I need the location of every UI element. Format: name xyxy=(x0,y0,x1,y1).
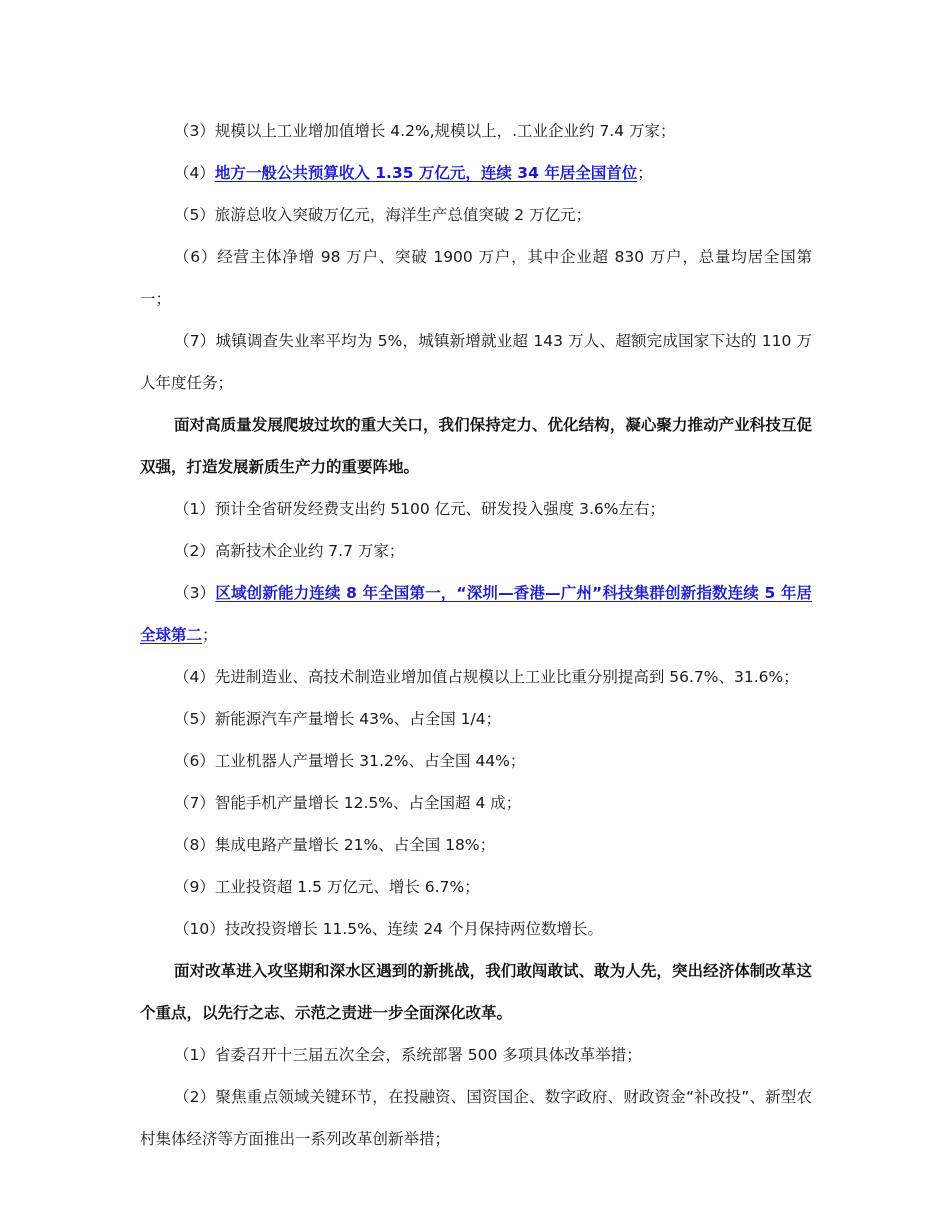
section-heading-reform: 面对改革进入攻坚期和深水区遇到的新挑战，我们敢闯敢试、敢为人先，突出经济体制改革这个重点，以先行之志、示范之责进一步全面深化改革。 xyxy=(140,962,812,1022)
paragraph-employment: （7）城镇调查失业率平均为 5%，城镇新增就业超 143 万人、超额完成国家下达的 110 万人年度任务； xyxy=(140,332,812,392)
list-number: （3） xyxy=(174,584,216,602)
paragraph-market-entities: （6）经营主体净增 98 万户、突破 1900 万户，其中企业超 830 万户，总量均居全国第一； xyxy=(140,248,812,308)
paragraph-tourism: （5）旅游总收入突破万亿元，海洋生产总值突破 2 万亿元； xyxy=(174,206,592,224)
paragraph-smartphones: （7）智能手机产量增长 12.5%、占全国超 4 成； xyxy=(174,794,522,812)
document-body xyxy=(140,110,812,1160)
paragraph-integrated-circuits: （8）集成电路产量增长 21%、占全国 18%； xyxy=(174,836,496,854)
punctuation: ； xyxy=(637,164,653,182)
punctuation: ； xyxy=(202,626,218,644)
paragraph-hightech-firms: （2）高新技术企业约 7.7 万家； xyxy=(174,542,405,560)
paragraph-advanced-manufacturing: （4）先进制造业、高技术制造业增加值占规模以上工业比重分别提高到 56.7%、31.6%； xyxy=(174,668,799,686)
innovation-ranking-link[interactable]: 区域创新能力连续 8 年全国第一，“深圳—香港—广州”科技集群创新指数连续 5 年居全球第二 xyxy=(140,584,812,644)
paragraph-rd-spending: （1）预计全省研发经费支出约 5100 亿元、研发投入强度 3.6%左右； xyxy=(174,500,665,518)
section-heading-industry-tech: 面对高质量发展爬坡过坎的重大关口，我们保持定力、优化结构，凝心聚力推动产业科技互促双强，打造发展新质生产力的重要阵地。 xyxy=(140,416,812,476)
paragraph-industrial-investment: （9）工业投资超 1.5 万亿元、增长 6.7%； xyxy=(174,878,480,896)
paragraph-industry-output: （3）规模以上工业增加值增长 4.2%,规模以上，.工业企业约 7.4 万家； xyxy=(174,122,676,140)
paragraph-reform-measures: （2）聚焦重点领域关键环节，在投融资、国资国企、数字政府、财政资金“补改投”、新型农村集体经济等方面推出一系列改革创新举措； xyxy=(140,1088,812,1148)
paragraph-plenary-session: （1）省委召开十三届五次全会，系统部署 500 多项具体改革举措； xyxy=(174,1046,642,1064)
paragraph-new-energy-vehicles: （5）新能源汽车产量增长 43%、占全国 1/4； xyxy=(174,710,502,728)
paragraph-budget-revenue xyxy=(140,152,812,194)
paragraph-innovation-ranking xyxy=(140,572,812,656)
budget-revenue-link[interactable]: 地方一般公共预算收入 1.35 万亿元，连续 34 年居全国首位 xyxy=(214,164,638,182)
list-number: （4） xyxy=(174,164,215,182)
paragraph-industrial-robots: （6）工业机器人产量增长 31.2%、占全国 44%； xyxy=(174,752,526,770)
paragraph-tech-upgrade-investment: （10）技改投资增长 11.5%、连续 24 个月保持两位数增长。 xyxy=(174,920,603,938)
